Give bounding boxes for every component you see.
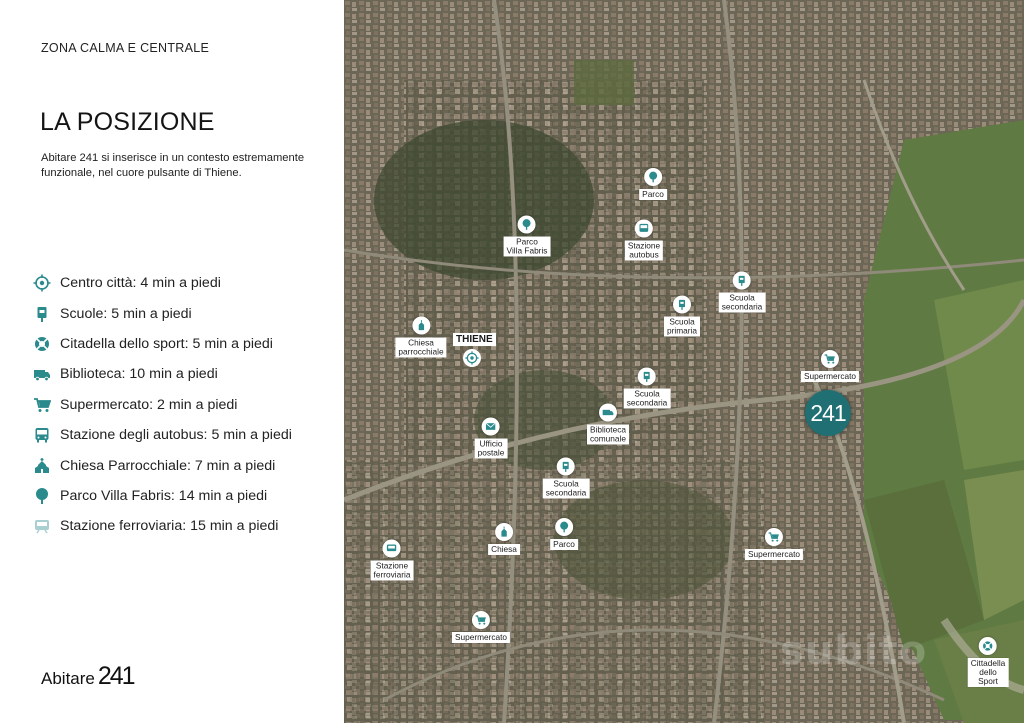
marker-label: Chiesa	[488, 544, 520, 555]
poi-label: Biblioteca: 10 min a piedi	[60, 366, 218, 383]
poi-label: Parco Villa Fabris: 14 min a piedi	[60, 487, 268, 504]
train-icon	[32, 517, 51, 536]
marker-label: Stazione ferroviaria	[371, 561, 414, 581]
school-icon	[32, 304, 51, 323]
marker-label: Scuola secondaria	[624, 389, 671, 409]
school-icon	[733, 272, 751, 290]
poi-item-chiesa	[32, 450, 292, 480]
map-marker-supermercato-2[interactable]	[745, 528, 803, 560]
mail-icon	[482, 418, 500, 436]
school-icon	[557, 458, 575, 476]
marker-label: Parco	[639, 189, 667, 200]
map-marker-scuola-secondaria-2[interactable]	[624, 368, 671, 409]
poi-item-scuole	[32, 298, 292, 328]
poi-label: Citadella dello sport: 5 min a piedi	[60, 335, 273, 352]
library-van-icon	[599, 404, 617, 422]
church-icon	[32, 456, 51, 475]
city-label: THIENE	[453, 333, 496, 346]
map-marker-ufficio-postale[interactable]	[475, 418, 508, 459]
church-icon	[495, 523, 513, 541]
target-icon	[32, 274, 51, 293]
map-marker-parco[interactable]	[639, 168, 667, 200]
poi-item-ferroviaria	[32, 511, 292, 541]
target-icon[interactable]	[463, 349, 481, 367]
bus-icon	[32, 426, 51, 445]
poi-item-centro	[32, 268, 292, 298]
tree-icon	[518, 216, 536, 234]
marker-label: Chiesa parrocchiale	[395, 338, 446, 358]
poi-item-supermercato	[32, 390, 292, 420]
marker-label: Cittadella dello Sport	[968, 658, 1009, 687]
poi-label: Stazione degli autobus: 5 min a piedi	[60, 427, 292, 444]
church-icon	[412, 317, 430, 335]
marker-label: Supermercato	[801, 371, 859, 382]
marker-label: Scuola primaria	[664, 317, 700, 337]
project-location-logo[interactable]: 241	[805, 390, 851, 436]
marker-label: Stazione autobus	[625, 241, 663, 261]
map-marker-stazione-ferroviaria[interactable]	[371, 540, 414, 581]
brand-number: 241	[97, 662, 134, 690]
intro-text: Abitare 241 si inserisce in un contesto estremamente funzionale, nel cuore pulsante di Thiene.	[41, 152, 305, 179]
section-eyebrow: ZONA CALMA E CENTRALE	[41, 41, 210, 55]
map-marker-biblioteca-comunale[interactable]	[587, 404, 629, 445]
tree-icon	[555, 518, 573, 536]
poi-label: Supermercato: 2 min a piedi	[60, 396, 238, 413]
cart-icon	[765, 528, 783, 546]
map-marker-cittadella-sport[interactable]	[968, 637, 1009, 687]
map-marker-parco-villa-fabris[interactable]	[504, 216, 551, 257]
poi-label: Chiesa Parrocchiale: 7 min a piedi	[60, 457, 276, 474]
poi-list	[32, 268, 292, 542]
marker-label: Supermercato	[745, 549, 803, 560]
school-icon	[673, 296, 691, 314]
info-panel	[0, 0, 344, 723]
train-icon	[383, 540, 401, 558]
map-marker-chiesa-parrocchiale[interactable]	[395, 317, 446, 358]
poi-item-biblioteca	[32, 359, 292, 389]
cart-icon	[32, 395, 51, 414]
poi-label: Scuole: 5 min a piedi	[60, 305, 192, 322]
map-background	[344, 0, 1024, 723]
map-marker-stazione-autobus[interactable]	[625, 220, 663, 261]
marker-label: Scuola secondaria	[543, 479, 590, 499]
brand-word: Abitare	[41, 669, 95, 688]
cart-icon	[821, 350, 839, 368]
map-marker-scuola-secondaria[interactable]	[719, 272, 766, 313]
school-icon	[638, 368, 656, 386]
library-van-icon	[32, 365, 51, 384]
map-marker-parco-2[interactable]	[550, 518, 578, 550]
marker-label: Parco Villa Fabris	[504, 237, 551, 257]
lifebuoy-icon	[32, 334, 51, 353]
tree-icon	[644, 168, 662, 186]
marker-label: Biblioteca comunale	[587, 425, 629, 445]
map-marker-scuola-primaria[interactable]	[664, 296, 700, 337]
map-marker-supermercato[interactable]	[801, 350, 859, 382]
map-marker-scuola-secondaria-3[interactable]	[543, 458, 590, 499]
cart-icon	[472, 611, 490, 629]
brand-logo	[41, 662, 134, 691]
tree-icon	[32, 486, 51, 505]
poi-item-autobus	[32, 420, 292, 450]
lifebuoy-icon	[979, 637, 997, 655]
poi-label: Stazione ferroviaria: 15 min a piedi	[60, 518, 279, 535]
map-marker-supermercato-3[interactable]	[452, 611, 510, 643]
bus-icon	[635, 220, 653, 238]
poi-item-parco	[32, 481, 292, 511]
poi-label: Centro città: 4 min a piedi	[60, 275, 221, 292]
marker-label: Supermercato	[452, 632, 510, 643]
marker-label: Parco	[550, 539, 578, 550]
marker-label: Scuola secondaria	[719, 293, 766, 313]
satellite-map[interactable]	[344, 0, 1024, 723]
watermark: subito	[780, 628, 928, 674]
poi-item-sport	[32, 329, 292, 359]
marker-label: Ufficio postale	[475, 439, 508, 459]
page-title: LA POSIZIONE	[40, 108, 215, 136]
map-marker-chiesa[interactable]	[488, 523, 520, 555]
